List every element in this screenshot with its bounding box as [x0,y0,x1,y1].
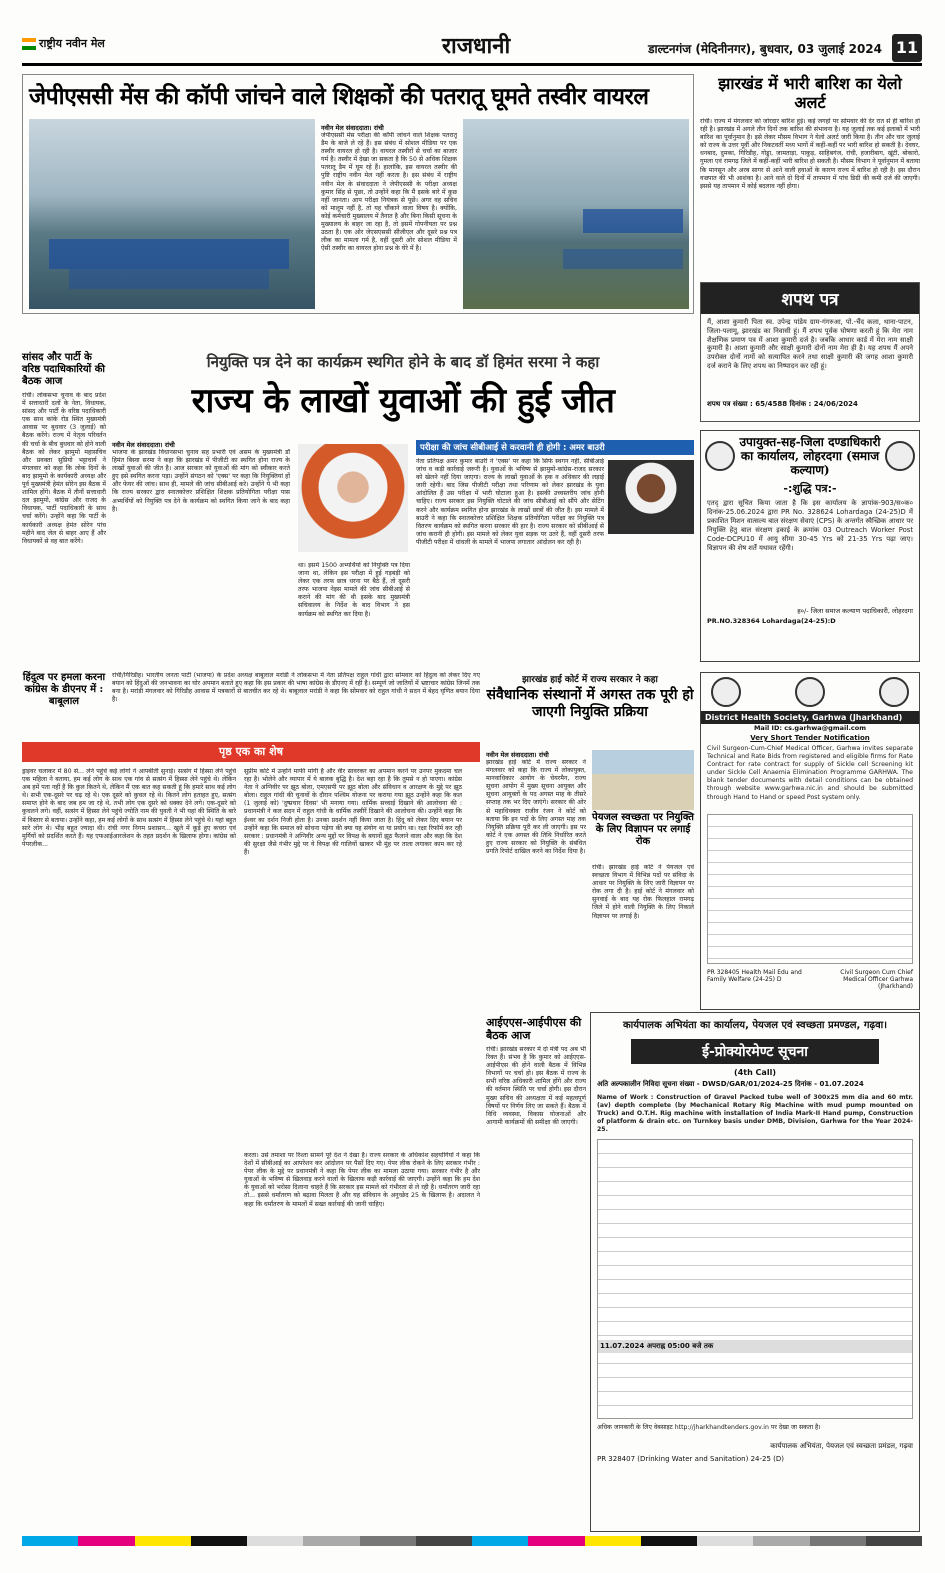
emblem-icon [711,677,741,707]
sidebar-photo [608,460,694,534]
paper-name [22,36,105,51]
eproc-office: कार्यपालक अभियंता का कार्यालय, पेयजल एवं स्वच्छता प्रमण्डल, गढ़वा। [622,1020,888,1031]
ias-story [486,1016,586,1530]
print-color-strip [22,1536,922,1546]
page-number: 11 [892,34,922,62]
affidavit-number: शपथ पत्र संख्या : 65/4588 दिनांक : 24/06/2024 [707,400,858,408]
main-story [112,352,694,652]
dhs-title: Very Short Tender Notification [750,734,870,742]
main-story-byline: नवीन मेल संवाददाता। रांची [112,441,175,449]
hc-side-body: रांची। झारखंड हाई कोर्ट ने पेयजल एवं स्वच्छता विभाग में विभिन्न पदों पर संविदा के आधार पर नियुक्ति के लिए जारी विज्ञापन पर रोक लगा दी है। हाई कोर्ट ने मंगलवार को सुनवाई के बाद यह रोक फिलहाल रामगढ़ जिले में होने वाली नियुक्ति के लिए निकाले विज्ञापन पर लगाई है। [592,864,694,920]
affidavit-body: मैं, आशा कुमारी पिता स्व. उपेन्द्र पांडेय ग्राम-गंगरुआ, पो.-चैंद कला, थाना-पाटन, जिला-पलामू, झारखंड का निवासी हूं। मैं शपथ पूर्वक घोषणा करती हूं कि मेरा नाम शैक्षणिक प्रमाण पत्र में आशा कुमारी दर्ज है। जबकि आधार कार्ड में मेरा नाम साक्षी कुमारी है। आशा कुमारी और साक्षी कुमारी दोनों नाम मेरा ही है। यह शपथ मैं अपने उपरोक्त दोनों नामों को सत्यापित करने तथा साक्षी कुमारी की जगह आशा कुमारी दर्ज कराने के लिए शपथ का निष्पादन कर रही हूं। [707,318,913,370]
sansad-story [22,352,106,668]
rain-story [700,74,920,274]
eproc-date: 11.07.2024 अपराह्न 05:00 बजे तक [598,1340,912,1353]
section-title: राजधानी [442,33,511,59]
hc-photo [592,750,694,810]
rain-body: रांची। राज्य में मंगलवार को जोरदार बारिश हुई। कई जगहों पर सोमवार की देर रात से ही बारिश हो रही है। झारखंड में अगले तीन दिनों तक बारिश की संभावना है। यह जुलाई तक कई इलाकों में भारी बारिश का पूर्वानुमान है। इसे लेकर मौसम विभाग ने येलो अलर्ट जारी किया है। तीन और चार जुलाई को राज्य के उत्तर पूर्वी और निकटवर्ती मध्य भागों में कहीं-कहीं पर भारी बारिश हो सकती है। देवघर, धनबाद, दुमका, गिरिडीह, गोड्डा, जामताड़ा, पाकुड़, साहिबगंज, रांची, हजारीबाग, खूंटी, बोकारो, गुमला एवं रामगढ़ जिले में कहीं-कहीं भारी बारिश हो सकती है। मौसम विभाग ने पूर्वानुमान में बताया कि मानसून और अरब सागर से आने वाली हवाओं के कारण राज्य में बारिश हो रही है। इस दौरान वज्रपात की भी आशंका है। आने वाले दो दिनों में तापमान में पांच डिग्री की कमी दर्ज की जाएगी। इससे यह तापमान में कोई बदलाव नहीं होगा। [700,118,920,190]
sansad-body: रांची। लोकसभा चुनाव के बाद प्रदेश में सत्ताधारी दलों के नेता, विधायक, सांसद और पार्टी के वरिष्ठ पदाधिकारी एक साथ कांके रोड स्थित मुख्यमंत्री आवास पर बुधवार (3 जुलाई) को बैठक करेंगे। राज्य में नेतृत्व परिवर्तन की चर्चा के बीच बुधवार को होने वाली बैठक को लेकर झामुमो महासचिव और प्रवक्ता सुप्रियो भट्टाचार्य ने मंगलवार को कहा कि लोक दिनों के बाद झामुमो के कार्यकारी अध्यक्ष और पूर्व मुख्यमंत्री हेमंत सोरेन इस बैठक में शामिल होंगे। बैठक में तीनों सत्ताधारी दल झामुमो, कांग्रेस और राजद के विधायक, पार्टी पदाधिकारी के साथ चर्चा करेंगे। उन्होंने कहा कि पार्टी के कार्यकारी अध्यक्ष हेमंत सोरेन पांच महीने बाद जेल से बाहर आए हैं और विधायकों से वह बात करेंगे। [22,392,106,545]
sansad-headline: सांसद और पार्टी के वरिष्ठ पदाधिकारियों की बैठक आज [22,352,106,387]
dc-office-ad [700,430,920,662]
dc-ad-pr: PR.NO.328364 Lohardaga(24-25):D [707,617,836,625]
dhs-tender-ad [700,672,920,1010]
top-story [22,74,694,314]
eproc-notice: अति अल्पकालीन निविदा सूचना संख्या - DWSD/GAR/01/2024-25 दिनांक - 01.07.2024 [597,1080,864,1088]
dc-ad-body: एतद् द्वारा सूचित किया जाता है कि इस कार्यालय के ज्ञापांक-903/स०क० दिनांक-25.06.2024 द्वारा PR No. 328624 Lohardaga (24-25)D में प्रकाशित मिशन वात्सल्य बाल संरक्षण सेवाएं (CPS) के अन्तर्गत स्वैच्छिक आधार पर नियुक्ति हेतु बाल संरक्षण इकाई के क्रमांक 03 Outreach Worker Post Code-DCPU10 में आयु सीमा 30-45 Yrs को 21-35 Yrs पढ़ा जाए। विज्ञापन की शेष शर्तें यथावत रहेंगी। [707,499,913,552]
hindutva-body: रांची/गिरिडीह। भारतीय जनता पार्टी (भाजपा) के प्रदेश अध्यक्ष बाबूलाल मरांडी ने लोकसभा में नेता प्रतिपक्ष राहुल गांधी द्वारा सोमवार को हिंदुत्व को लेकर दिए गए बयान को हिंदुओं की जनभावना का घोर अपमान बताते हुए कहा कि इस प्रकार की भाषा कांग्रेस के डीएनए में रही है। सम्पूर्ण जो जातियों में भ्रष्टाचार कांग्रेस जिनमें तक बना है। मरांडी मंगलवार को गिरिडीह आवास में पत्रकारों से बातचीत कर रहे थे। बाबूलाल मरांडी ने कहा कि सोमवार को राहुल गांधी ने सदन में बेहद घृणित बयान दिया है। [112,672,480,704]
top-story-column [321,123,457,309]
paper-name-text: राष्ट्रीय नवीन मेल [39,37,105,50]
dhs-email: Mail ID: cs.garhwa@gmail.com [753,724,867,732]
continued-column-1: ड्राइवर चलाकर में 80 से... लेने पहुंचे कई लोगों ने आपबीती सुनाई। सत्संग में हिस्सा लेने पहुंचे एक महिला ने बताया, हम कई लोग के साथ एक गांव से सत्संग में हिस्सा लेने पहुंचे थे। लेकिन अब हमें पता नहीं है कि कुल कितने थे, लेकिन मैं एक बात कह सकती हूं कि हमारे साथ कई लोग थे। सभी एक-दूसरे पर चढ़ रहे थे। एक दूसरे को कुचल रहे थे। कितने लोग हताहत हुए, सत्संग समाप्त होने के बाद जब हम जा रहे थे, तभी लोग एक दूसरे को धक्का देने लगे। एक-दूसरे को कुचलने लगे। वहीं, सत्संग में हिस्सा लेने पहुंचे ज्योति नाम की युवती ने भी यहां की स्थिति के बारे में विस्तार से बताया। उन्होंने कहा, हम कई लोगों के साथ सत्संग में हिस्सा लेने पहुंचे थे। यहां बहुत सारे लोग थे। भीड़ बहुत ज्यादा थी। रांची नगर निगम प्रशासन... खुले में कूड़े हुए कचरा एवं मुर्गियों को प्रदर्शित करते हैं। यह एफआईआरजेशन के तहत प्रदर्शन के खिलाफ होगा। कांग्रेस को पेपरलीक... [22,768,236,848]
dhs-pr: PR 328405 Health Mail Edu and Family Welfare (24-25) D [707,969,802,983]
top-story-photo-left [29,119,315,309]
affidavit-notice [700,282,920,422]
main-story-sidebar [416,440,694,652]
rain-headline: झारखंड में भारी बारिश का येलो अलर्ट [718,74,902,112]
main-story-body-2: था। इसमें 1500 अभ्यर्थियों को नियुक्ति पत्र दिया जाना था, लेकिन इस परीक्षा में हुई गड़बड़ी को लेकर एक तरफ छात्र धरना पर बैठे हैं, तो दूसरी तरफ भाजपा नेइस मामले की जांच सीबीआई से कराने की मांग की थी इसके बाद मुख्यमंत्री सचिवालय के निर्देश के बाद विभाग ने इस कार्यक्रम को स्थगित कर दिया है। [298,562,410,618]
nhm-logo-icon [795,677,825,707]
eproc-sign: कार्यपालक अभियंता, पेयजल एवं स्वच्छता प्रमंडल, गढ़वा [770,1442,913,1450]
hc-sub-headline: पेयजल स्वच्छता पर नियुक्ति के लिए विज्ञापन पर लगाई रोक [592,812,694,847]
hindutva-headline: हिंदुत्व पर हमला करना कांग्रेस के डीएनए में : बाबूलाल [22,672,106,707]
hc-headline: संवैधानिक संस्थानों में अगस्त तक पूरी हो जाएगी नियुक्ति प्रक्रिया [486,687,694,720]
ias-body: रांची। झारखंड सरकार में दो मंत्री पद अब भी रिक्त हैं। संभव है कि कुमार को आईएएस-आईपीएस की होने वाली बैठक में विभिन्न विभागों पर चर्चा हो। इस बैठक में राज्य के सभी वरिष्ठ अधिकारी शामिल होंगे और राज्य की वर्तमान स्थिति पर चर्चा होगी। इस दौरान मुख्य सचिव की अध्यक्षता में कई महत्वपूर्ण विषयों पर निर्णय लिए जा सकते हैं। बैठक में विधि व्यवस्था, विकास योजनाओं और आगामी कार्यक्रमों की समीक्षा की जाएगी। [486,1046,586,1126]
top-story-byline: नवीन मेल संवाददाता। रांची [321,124,384,132]
dhs-tender-table [707,814,913,964]
highcourt-story [486,672,694,1010]
eproc-pr: PR 328407 (Drinking Water and Sanitation) 24-25 (D) [597,1455,784,1463]
eproc-work: Name of Work : Construction of Gravel Packed tube well of 300x25 mm dia and 60 mtr. (av) depth complete (by Mechanical Rotary Rig Machine with mud pump mounted on Truck) and O.T.H. Rig machine with installation of India Mark-II Hand pump, Construction of platform & drain etc. on Turnkey basis under DMB, Division, Garhwa for the Year 2024-25. [597,1094,913,1134]
dhs-sign: Civil Surgeon Cum Chief Medical Officer Garhwa (Jharkhand) [840,969,913,990]
dc-office-name: उपायुक्त-सह-जिला दण्डाधिकारी का कार्यालय, लोहरदगा (समाज कल्याण) [739,435,881,477]
emblem-icon [705,441,735,471]
place-date: डाल्टनगंज (मेदिनीनगर), बुधवार, 03 जुलाई 2024 [648,42,882,56]
affidavit-title: शपथ पत्र [701,283,919,314]
main-story-body-1: भाजपा के झारखंड विधानसभा चुनाव सह प्रभारी एवं असम के मुख्यमंत्री डॉ हिमंत बिस्वा सरमा ने कहा कि झारखंड में पीजीटी का स्थगित होना राज्य के लाखों युवाओं की जीत है। आज सरकार को युवाओं की मांग को स्वीकार करते हुए इसे स्थगित करना पड़ा। उन्होंने संगठन को 'एक्स' पर कहा कि नियुक्तियां हों और फेयर की जांच। साथ ही, मामले की जांच सीबीआई करे। उन्होंने ये भी कहा कि राज्य सरकार द्वारा स्नातकोत्तर प्रशिक्षित शिक्षक प्रतियोगिता परीक्षा पास अभ्यर्थियों को नियुक्ति पत्र देने के कार्यक्रम को स्थगित किया जाने के बाद कहा है। [112,449,290,513]
hc-kicker: झारखंड हाई कोर्ट में राज्य सरकार ने कहा [522,675,658,685]
dhs-org-name: District Health Society, Garhwa (Jharkhand) [701,711,919,724]
sidebar-body: नेता प्रतिपक्ष अमर कुमार बाउरी ने 'एक्स' पर कहा कि सिर्फ स्थगन नहीं, सीबीआई जांच व कड़ी कार्रवाई जरूरी है। युवाओं के भविष्य से झामुमो-कांग्रेस-राजद सरकार को खेलने नहीं दिया जाएगा। राज्य के लाखों युवाओं के हक व अधिकार की लड़ाई जारी रहेगी। बाद जिस पीजीटी परीक्षा तथा परिणाम को लेकर झारखंड के युवा आंदोलित हैं उस परीक्षा में भारी घोटाला हुआ है। इसकी उच्चस्तरीय जांच होनी चाहिए। राज्य सरकार इस नियुक्ति घोटाले की जांच सीबीआई को सौंपे और सेटिंग करने और कार्यक्रम स्थगित होना झारखंड के लाखों छात्रों की जीत है। इस मामले में बाउरी ने कहा कि स्नातकोत्तर प्रशिक्षित शिक्षक प्रतियोगिता परीक्षा का नियुक्ति पत्र वितरण कार्यक्रम को स्थगित करना सरकार की हार है। राज्य सरकार को सीबीआई से जांच करानी ही होगी। इस मामले को लेकर युवा सड़क पर उतरे हैं, वहीं दूसरी तरफ पीजीटी परीक्षा में धांधली के मामले में भाजपा लगातार आंदोलन कर रही है। [416,458,604,546]
eproc-table [597,1139,913,1419]
sidebar-headline: परीक्षा की जांच सीबीआई से करवानी ही होगी : अमर बाउरी [416,440,694,455]
main-story-kicker: नियुक्ति पत्र देने का कार्यक्रम स्थगित होने के बाद डॉ हिमंत सरमा ने कहा [206,353,600,371]
hindutva-story [22,672,106,738]
continued-column-2: सुप्रीम कोर्ट में उन्होंने माफी मांगी है और वीर सावरकर का अपमान करने पर उनपर मुकदमा चल रहा है। भोलेने और व्यापार में ये बालक बुद्धि है। देश बहा रहा है कि तुमसे न हो पाएगा। कांग्रेस नेता ने अग्निवीर पर झूठ बोला, एमएसपी पर झूठ बोला और संविधान व आरक्षण के मुद्दे पर झूठ बोला। राहुल गांधी की चुनावों के दौरान पश्चिम योजना पर कराया गया झूठ उन्होंने कहा कि कल (1 जुलाई को) 'दुष्प्रचार दिवस' भी मनाया गया। धार्मिक सच्चाई दिखाने की आलोचना की : प्रधानमंत्री ने कल सदन में राहुल गांधी के धार्मिक तस्वीरें दिखाने की आलोचना की। उन्होंने कहा कि ईश्वर का दर्शन निजी होता है। उनका प्रदर्शन नहीं किया जाता है। हिंदू को लेकर दिए बयान पर उन्होंने कहा कि समाज को सोचना पड़ेगा की क्या यह संयोग था या प्रयोग था। रक्षा रिफॉर्म कर रही सरकार : प्रधानमंत्री ने अग्निवीर अन्य मुद्दों पर विपक्ष के बयानों झूठ फैलाने वाला और कहा कि देश की सुरक्षा जैसे गंभीर मुद्दे पर ये विपक्ष की गालियों खाकर भी मुंह पर ताला लगाकर काम कर रहे हैं। [244,768,462,856]
main-story-headline: राज्य के लाखों युवाओं की हुई जीत [191,381,615,421]
jharkhand-logo-icon [885,441,915,471]
continued-column-3: करता। उसे तमाशा पर रिश्ता सामने पूरे देश ने देखा है। राज्य सरकार के अधिकांश सहयोगियों ने कहा कि देशों में सीबीआई का आपरेशन कर आंदोलन पर पैसों दिए गए। पेपर लीक रोकने के लिए सरकार गंभीर : पेपर लीक के मुद्दे पर प्रधानमंत्री ने कहा कि पेपर लीक का मामला उठाया गया। सरकार गंभीर है और युवाओं के भविष्य से खिलवाड़ करने वालों के खिलाफ कड़ी कार्रवाई की जाएगी। उन्होंने कहा कि हम देश के युवाओं को भरोसा दिलाना चाहते हैं कि सरकार इस मामले को गंभीरता से ले रही है। धर्मांतरण जारी रहा तो... इससे धर्मांतरण को बढ़ावा मिलता है और यह संविधान के अनुच्छेद 25 के खिलाफ है। अदालत ने कहा कि धर्मांतरण के मामलों में सख्त कार्रवाई की जानी चाहिए। [244,1152,480,1208]
hc-body: झारखंड हाई कोर्ट में राज्य सरकार ने मंगलवार को कहा कि राज्य में लोकायुक्त, मानवाधिकार आयोग के चेयरमैन, राज्य सूचना आयोग में मुख्य सूचना आयुक्त और सूचना आयुक्तों के पद अगस्त माह के तीसरे सप्ताह तक भर दिए जाएंगे। सरकार की ओर से महाधिवक्ता राजीव रंजन ने कोर्ट को बताया कि इन पदों के लिए अगस्त माह तक नियुक्ति प्रक्रिया पूरी कर ली जाएगी। इस पर कोर्ट ने एक अगस्त की तिथि निर्धारित करते हुए राज्य सरकार को नियुक्ति के संबंधित प्रगति रिपोर्ट दाखिल करने का निर्देश दिया है। [486,759,586,856]
main-story-photo [298,444,408,552]
main-story-column-1 [112,440,290,645]
eproc-footer: अधिक जानकारी के लिए वेबसाइट http://jharkhandtenders.gov.in पर देखा जा सकता है। [597,1424,821,1431]
eproc-title: ई-प्रोक्योरमेण्ट सूचना [631,1039,879,1064]
hc-byline: नवीन मेल संवाददाता। रांची [486,751,549,759]
masthead [22,34,922,66]
jharkhand-logo-icon [879,677,909,707]
eprocurement-ad [590,1012,920,1532]
top-story-body: जेपीएससी मेंस परीक्षा की कॉपी जांचने वाले शिक्षक पतरातू डैम के बाजे ले रहे हैं। इस संबंध में सोशल मीडिया पर एक तस्वीर वायरल हो रही है। वायरल तस्वीरों से चर्चा का बाजार गर्म है। तस्वीर में देखा जा सकता है कि 50 से अधिक शिक्षक पतरातू डैम में घूम रहे हैं। हालांकि, इस वायरल तस्वीर की पुष्टि राष्ट्रीय नवीन मेल नहीं करता है। इस संबंध में राष्ट्रीय नवीन मेल के संवाददाता ने जेपीएससी के परीक्षा अध्यक्ष कुमार सिंह से पूछा, तो उन्होंने कहा कि मैं इसके बारे में कुछ नहीं जानता। आप परीक्षा नियंत्रक से पूछें। अगर वह सचिव को मालूम नहीं है, तो यह चौंकाने वाला विषय है। क्योंकि, कोई कर्मचारी मुख्यालय में तैनात है और बिना किसी सूचना के मुख्यालय के बाहर जा रहा है, तो इसमें गोपनीयता पर प्रश्न उठता है। एक ओर जेएसएससी सीजीएल और दूसरे प्रश्न पत्र लीक का मामला गर्म है, वहीं दूसरी ओर सोशल मीडिया में ऐसी तस्वीर का वायरल होना प्रश्न के घेरे में है। [321,132,457,253]
dhs-body: Civil Surgeon-Cum-Chief Medical Officer, Garhwa invites separate Technical and Rate Bids from registered and eligible firms for Rate Contract for rate contract for supply of Sickle cell Screening kit under Sickle Cell Anaemia Elimination Programme GARHWA. The blank tender documents with detail conditions can be obtained through website www.garhwa.nic.in and should be submitted through Hand to Hand or speed Post system only. [707,745,913,801]
dc-ad-title: -:शुद्धि पत्र:- [783,482,837,495]
dc-ad-sign: ह०/- जिला समाज कल्याण पदाधिकारी, लोहरदगा [797,607,913,615]
continued-bar: पृष्ठ एक का शेष [22,742,480,762]
top-story-photo-right [463,119,689,309]
ias-headline: आईएएस-आईपीएस की बैठक आज [486,1016,582,1042]
eproc-call: (4th Call) [734,1068,776,1077]
flag-icon [22,38,36,50]
top-story-headline: जेपीएससी मेंस की कॉपी जांचने वाले शिक्षकों की पतरातू घूमते तस्वीर वायरल [29,83,649,110]
